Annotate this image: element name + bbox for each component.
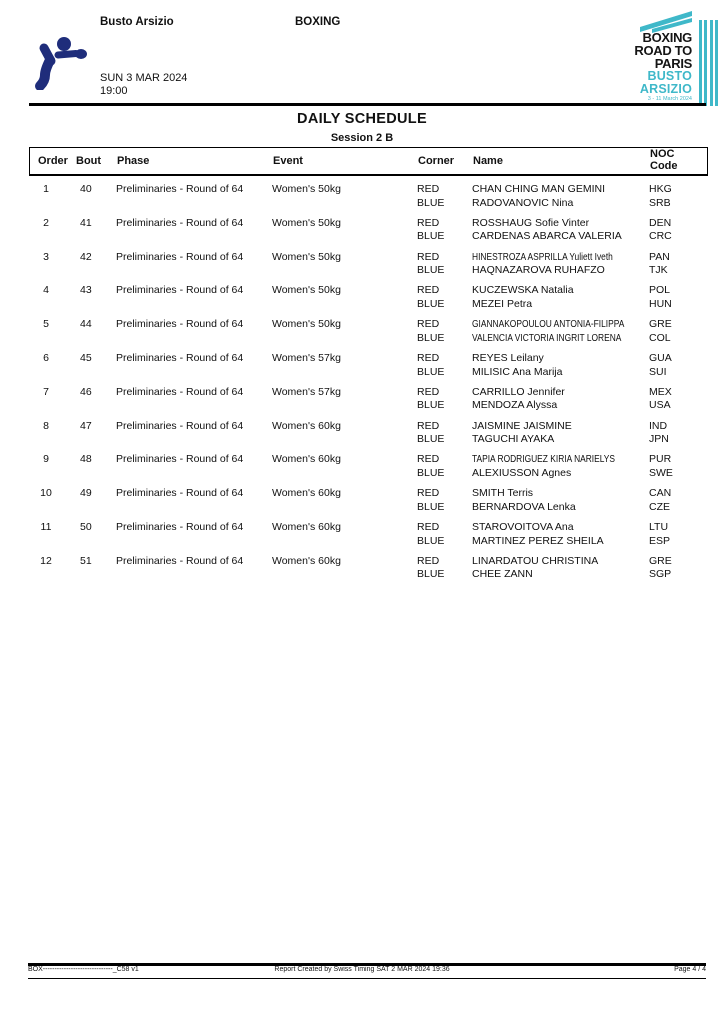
- athlete-noc-red: PUR: [649, 453, 672, 466]
- logo-line-busto: BUSTO: [647, 69, 692, 83]
- report-created-by: Report Created by Swiss Timing SAT 2 MAR 2024 19:36: [274, 966, 450, 973]
- logo-line-arsizio: ARSIZIO: [639, 81, 692, 96]
- corner-label-red: RED: [417, 216, 440, 229]
- corner-label-blue: BLUE: [417, 534, 445, 547]
- bout-number: 46: [80, 385, 92, 398]
- bout-event: Women's 50kg: [272, 250, 341, 263]
- col-header-event: Event: [273, 155, 303, 167]
- col-header-phase: Phase: [117, 155, 150, 167]
- athlete-name-red: GIANNAKOPOULOU ANTONIA-FILIPPA: [472, 318, 625, 331]
- bout-number: 49: [80, 487, 92, 500]
- table-row: [0, 251, 724, 281]
- athlete-name-red: JAISMINE JAISMINE: [472, 419, 572, 432]
- bout-event: Women's 60kg: [272, 554, 341, 567]
- athlete-noc-blue: HUN: [649, 297, 672, 310]
- bout-number: 40: [80, 183, 92, 195]
- corner-label-red: RED: [417, 487, 440, 500]
- bout-number: 50: [80, 521, 92, 533]
- bout-order: 3: [43, 250, 49, 263]
- corner-label-blue: BLUE: [417, 365, 445, 378]
- bout-order: 2: [43, 216, 49, 229]
- bout-phase: Preliminaries - Round of 64: [116, 250, 244, 263]
- athlete-noc-red: DEN: [649, 216, 672, 229]
- bout-number: 51: [80, 554, 92, 567]
- col-header-bout: Bout: [76, 155, 102, 167]
- athlete-noc-red: PAN: [649, 250, 670, 263]
- col-header-noc-line2: Code: [650, 159, 678, 172]
- bout-event: Women's 50kg: [272, 216, 341, 229]
- bout-event: Women's 50kg: [272, 284, 341, 297]
- bout-number: 43: [80, 284, 92, 297]
- table-row: [0, 555, 724, 585]
- corner-label-blue: BLUE: [417, 196, 445, 209]
- athlete-name-red: STAROVOITOVA Ana: [472, 521, 574, 533]
- table-row: [0, 183, 724, 213]
- corner-label-red: RED: [417, 385, 440, 398]
- table-row: [0, 386, 724, 416]
- logo-wordmark: [634, 31, 692, 103]
- table-row: [0, 453, 724, 483]
- bout-order: 4: [43, 284, 49, 297]
- bout-phase: Preliminaries - Round of 64: [116, 352, 244, 364]
- corner-label-blue: BLUE: [417, 264, 445, 277]
- athlete-noc-red: CAN: [649, 487, 672, 500]
- athlete-name-red: CHAN CHING MAN GEMINI: [472, 183, 606, 195]
- athlete-name-blue: MARTINEZ PEREZ SHEILA: [472, 534, 604, 547]
- athlete-name-blue: MEZEI Petra: [472, 297, 533, 310]
- bout-order: 8: [43, 419, 49, 432]
- bout-event: Women's 60kg: [272, 419, 341, 432]
- athlete-noc-red: HKG: [649, 183, 672, 195]
- corner-label-red: RED: [417, 554, 440, 567]
- bout-event: Women's 60kg: [272, 521, 341, 533]
- athlete-name-red: KUCZEWSKA Natalia: [472, 284, 574, 297]
- corner-label-blue: BLUE: [417, 399, 445, 412]
- corner-label-red: RED: [417, 352, 440, 364]
- logo-bars-icon: [699, 20, 719, 106]
- col-header-noc-line1: NOC: [650, 148, 675, 160]
- athlete-noc-red: GRE: [649, 318, 672, 331]
- athlete-noc-blue: JPN: [649, 433, 669, 446]
- bout-event: Women's 50kg: [272, 318, 341, 331]
- corner-label-red: RED: [417, 318, 440, 331]
- bout-event: Women's 60kg: [272, 453, 341, 466]
- corner-label-blue: BLUE: [417, 297, 445, 310]
- athlete-name-red: REYES Leilany: [472, 352, 544, 364]
- athlete-name-blue: CARDENAS ABARCA VALERIA: [472, 230, 622, 243]
- athlete-name-blue: BERNARDOVA Lenka: [472, 500, 576, 513]
- table-row: [0, 217, 724, 247]
- boxing-pictogram-icon: [30, 34, 92, 95]
- bout-order: 10: [40, 487, 52, 500]
- logo-event-dates: 3 - 11 March 2024: [647, 96, 692, 102]
- bout-phase: Preliminaries - Round of 64: [116, 318, 244, 331]
- table-row: [0, 284, 724, 314]
- athlete-name-blue: RADOVANOVIC Nina: [472, 196, 574, 209]
- bout-phase: Preliminaries - Round of 64: [116, 554, 244, 567]
- event-logo: [596, 10, 722, 106]
- athlete-noc-blue: SRB: [649, 196, 671, 209]
- col-header-corner: Corner: [418, 155, 455, 167]
- session-subtitle: Session 2 B: [330, 132, 394, 144]
- athlete-name-red: LINARDATOU CHRISTINA: [472, 554, 599, 567]
- bout-number: 42: [80, 250, 92, 263]
- bout-number: 41: [80, 216, 92, 229]
- corner-label-blue: BLUE: [417, 568, 445, 581]
- athlete-noc-blue: TJK: [649, 264, 668, 277]
- athlete-name-red: TAPIA RODRIGUEZ KIRIA NARIELYS: [472, 453, 615, 466]
- footer-divider-bottom: [28, 978, 706, 979]
- session-date: SUN 3 MAR 2024: [100, 72, 188, 84]
- athlete-noc-blue: SWE: [649, 466, 673, 479]
- corner-label-blue: BLUE: [417, 230, 445, 243]
- bout-number: 44: [80, 318, 92, 331]
- athlete-noc-red: MEX: [649, 385, 672, 398]
- athlete-name-blue: MILISIC Ana Marija: [472, 365, 563, 378]
- bout-order: 1: [43, 183, 49, 195]
- table-row: [0, 487, 724, 517]
- sport-name: BOXING: [295, 16, 341, 28]
- bout-phase: Preliminaries - Round of 64: [116, 521, 244, 533]
- col-header-order: Order: [38, 155, 68, 167]
- athlete-name-blue: TAGUCHI AYAKA: [472, 433, 555, 446]
- venue-name: Busto Arsizio: [100, 16, 174, 28]
- corner-label-red: RED: [417, 521, 440, 533]
- bout-order: 9: [43, 453, 49, 466]
- corner-label-red: RED: [417, 183, 440, 195]
- athlete-noc-red: LTU: [649, 521, 669, 533]
- corner-label-red: RED: [417, 284, 440, 297]
- corner-label-red: RED: [417, 453, 440, 466]
- athlete-name-red: HINESTROZA ASPRILLA Yuliett Iveth: [472, 250, 613, 263]
- bout-order: 6: [43, 352, 49, 364]
- page-number: Page 4 / 4: [674, 966, 706, 973]
- bout-phase: Preliminaries - Round of 64: [116, 453, 244, 466]
- athlete-name-blue: ALEXIUSSON Agnes: [472, 466, 572, 479]
- logo-line-paris: PARIS: [654, 56, 692, 71]
- bout-number: 48: [80, 453, 92, 466]
- bout-event: Women's 60kg: [272, 487, 341, 500]
- athlete-name-red: SMITH Terris: [472, 487, 534, 500]
- corner-label-blue: BLUE: [417, 331, 445, 344]
- bout-order: 12: [40, 554, 52, 567]
- bout-phase: Preliminaries - Round of 64: [116, 487, 244, 500]
- logo-line-boxing: BOXING: [642, 30, 692, 45]
- bout-phase: Preliminaries - Round of 64: [116, 419, 244, 432]
- athlete-noc-blue: COL: [649, 331, 671, 344]
- corner-label-blue: BLUE: [417, 500, 445, 513]
- bout-number: 45: [80, 352, 92, 364]
- corner-label-red: RED: [417, 419, 440, 432]
- bout-phase: Preliminaries - Round of 64: [116, 216, 244, 229]
- page-title: DAILY SCHEDULE: [297, 111, 427, 127]
- table-row: [0, 521, 724, 551]
- athlete-noc-red: GRE: [649, 554, 672, 567]
- athlete-name-blue: MENDOZA Alyssa: [472, 399, 558, 412]
- bout-phase: Preliminaries - Round of 64: [116, 284, 244, 297]
- athlete-noc-blue: CZE: [649, 500, 670, 513]
- table-row: [0, 352, 724, 382]
- athlete-noc-red: GUA: [649, 352, 672, 364]
- athlete-noc-blue: USA: [649, 399, 671, 412]
- report-code: BOX------------------------------_C58 v1: [28, 966, 139, 973]
- bout-order: 7: [43, 385, 49, 398]
- bout-number: 47: [80, 419, 92, 432]
- bout-phase: Preliminaries - Round of 64: [116, 183, 244, 195]
- athlete-name-red: CARRILLO Jennifer: [472, 385, 565, 398]
- logo-line-roadto: ROAD TO: [634, 43, 692, 58]
- table-header-row: [29, 147, 708, 176]
- col-header-name: Name: [473, 155, 503, 167]
- col-header-noc: [650, 149, 678, 172]
- bout-event: Women's 57kg: [272, 385, 341, 398]
- athlete-name-blue: HAQNAZAROVA RUHAFZO: [472, 264, 605, 277]
- corner-label-blue: BLUE: [417, 466, 445, 479]
- corner-label-blue: BLUE: [417, 433, 445, 446]
- table-row: [0, 420, 724, 450]
- athlete-noc-red: POL: [649, 284, 671, 297]
- bout-phase: Preliminaries - Round of 64: [116, 385, 244, 398]
- athlete-name-blue: CHEE ZANN: [472, 568, 533, 581]
- athlete-name-blue: VALENCIA VICTORIA INGRIT LORENA: [472, 331, 622, 344]
- table-row: [0, 318, 724, 348]
- bout-order: 5: [43, 318, 49, 331]
- athlete-noc-red: IND: [649, 419, 668, 432]
- corner-label-red: RED: [417, 250, 440, 263]
- athlete-noc-blue: ESP: [649, 534, 671, 547]
- bout-event: Women's 50kg: [272, 183, 341, 195]
- header-divider: [29, 103, 706, 106]
- athlete-name-red: ROSSHAUG Sofie Vinter: [472, 216, 590, 229]
- athlete-noc-blue: SGP: [649, 568, 672, 581]
- bout-order: 11: [40, 521, 52, 533]
- athlete-noc-blue: CRC: [649, 230, 672, 243]
- session-time: 19:00: [100, 85, 128, 97]
- athlete-noc-blue: SUI: [649, 365, 667, 378]
- bout-event: Women's 57kg: [272, 352, 341, 364]
